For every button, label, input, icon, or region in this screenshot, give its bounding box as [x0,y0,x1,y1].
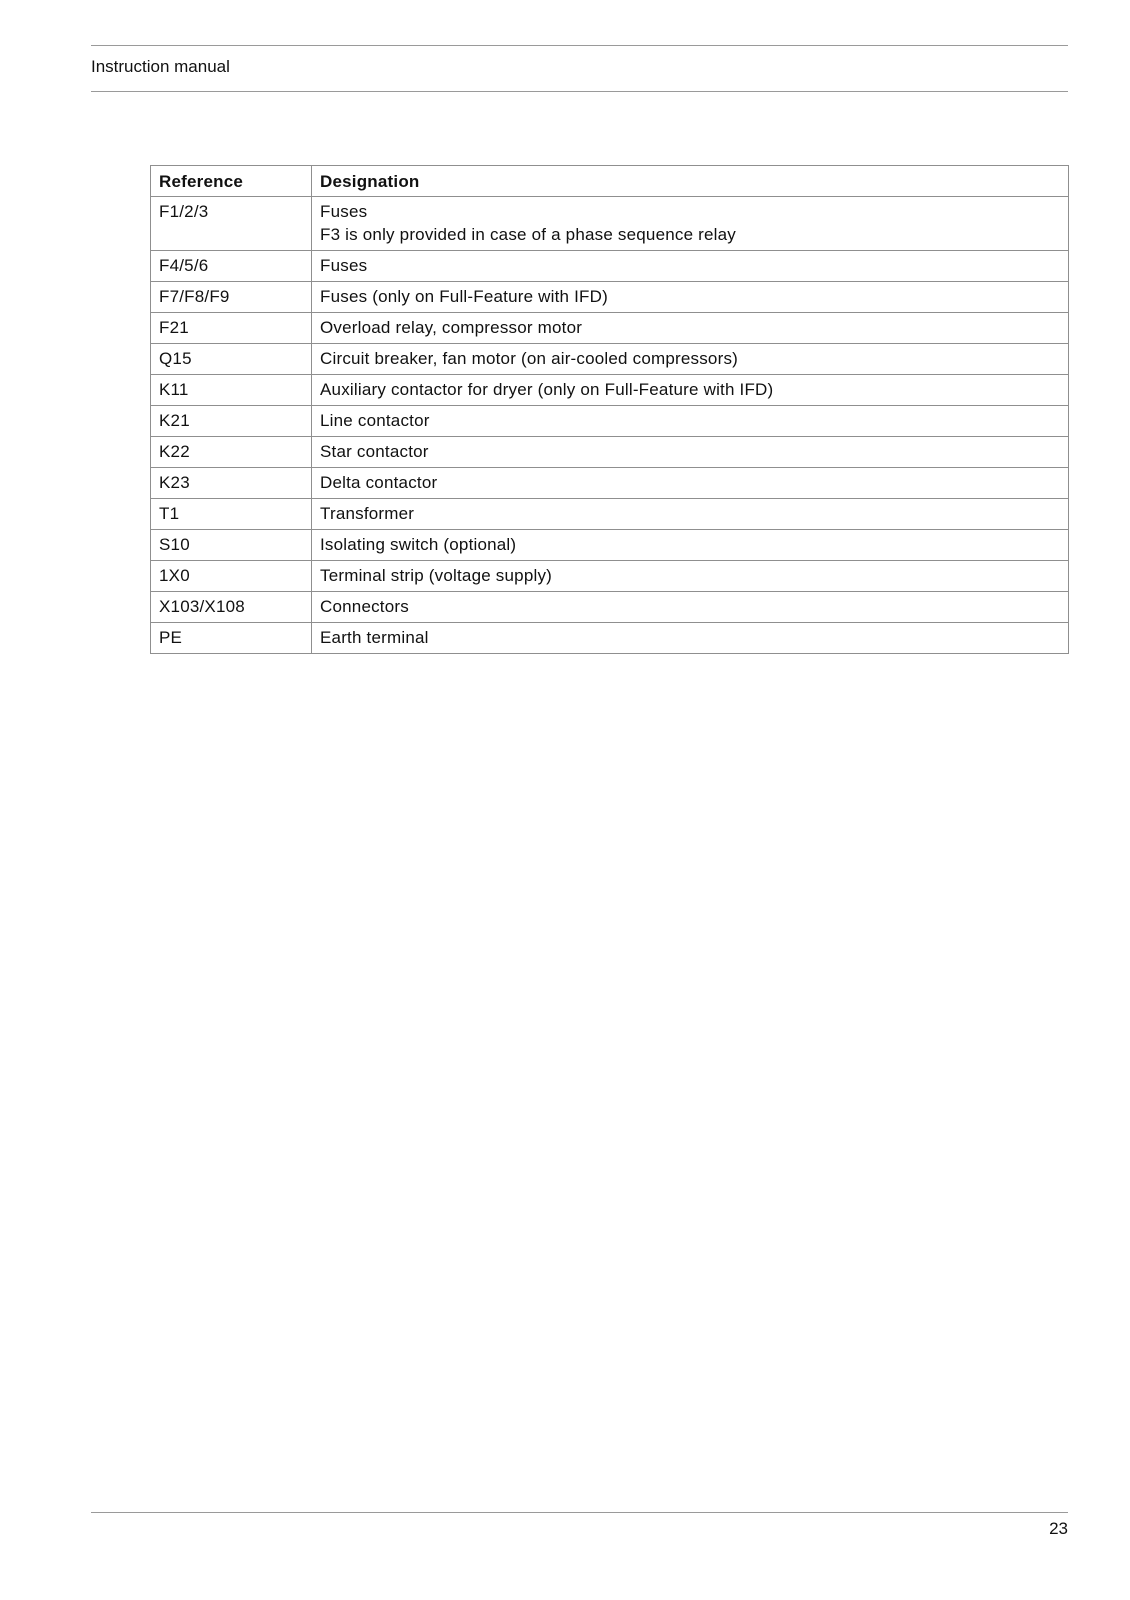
table-row [151,592,1069,623]
table-row [151,282,1069,313]
table-row [151,623,1069,654]
reference-designation-table [150,165,1069,654]
table-row [151,375,1069,406]
header-bottom-rule [91,91,1068,92]
reference-cell: F21 [151,313,312,344]
designation-text: Star contactor [320,442,429,461]
footer-rule [91,1512,1068,1513]
designation-text: Transformer [320,504,415,523]
reference-cell: PE [151,623,312,654]
table-row [151,344,1069,375]
designation-cell [312,530,1069,561]
reference-cell: S10 [151,530,312,561]
designation-text: Isolating switch (optional) [320,535,517,554]
designation-text: Earth terminal [320,628,429,647]
designation-cell [312,282,1069,313]
designation-cell [312,623,1069,654]
designation-cell [312,344,1069,375]
reference-cell: 1X0 [151,561,312,592]
reference-cell: F4/5/6 [151,251,312,282]
table-header-row [151,166,1069,197]
designation-text: Fuses (only on Full-Feature with IFD) [320,287,608,306]
designation-cell [312,468,1069,499]
reference-cell: K23 [151,468,312,499]
designation-text: F3 is only provided in case of a phase sequence relay [320,225,737,244]
table-row [151,251,1069,282]
designation-cell [312,437,1069,468]
reference-cell: K21 [151,406,312,437]
column-header-reference: Reference [151,166,312,197]
designation-cell [312,197,1069,251]
table-row [151,561,1069,592]
reference-cell: F1/2/3 [151,197,312,251]
table-body [151,197,1069,654]
table-row [151,197,1069,251]
table-row [151,530,1069,561]
reference-cell: F7/F8/F9 [151,282,312,313]
designation-cell [312,561,1069,592]
designation-text: Terminal strip (voltage supply) [320,566,553,585]
designation-text: Fuses [320,202,368,221]
designation-cell [312,406,1069,437]
column-header-designation: Designation [312,166,1069,197]
designation-text: Line contactor [320,411,430,430]
page-header-title: Instruction manual [91,57,230,76]
designation-cell [312,592,1069,623]
designation-cell [312,499,1069,530]
header-top-rule [91,45,1068,46]
designation-text: Circuit breaker, fan motor (on air-cooled compressors) [320,349,739,368]
designation-text: Fuses [320,256,368,275]
page-number: 23 [1049,1519,1068,1538]
designation-text: Delta contactor [320,473,438,492]
designation-text: Connectors [320,597,409,616]
designation-text: Overload relay, compressor motor [320,318,583,337]
reference-cell: K11 [151,375,312,406]
reference-cell: K22 [151,437,312,468]
designation-cell [312,375,1069,406]
designation-text: Auxiliary contactor for dryer (only on Full-Feature with IFD) [320,380,774,399]
table-row [151,499,1069,530]
designation-cell [312,313,1069,344]
table-row [151,406,1069,437]
table-row [151,437,1069,468]
reference-cell: T1 [151,499,312,530]
reference-cell: Q15 [151,344,312,375]
reference-cell: X103/X108 [151,592,312,623]
designation-cell [312,251,1069,282]
table-row [151,468,1069,499]
table-row [151,313,1069,344]
